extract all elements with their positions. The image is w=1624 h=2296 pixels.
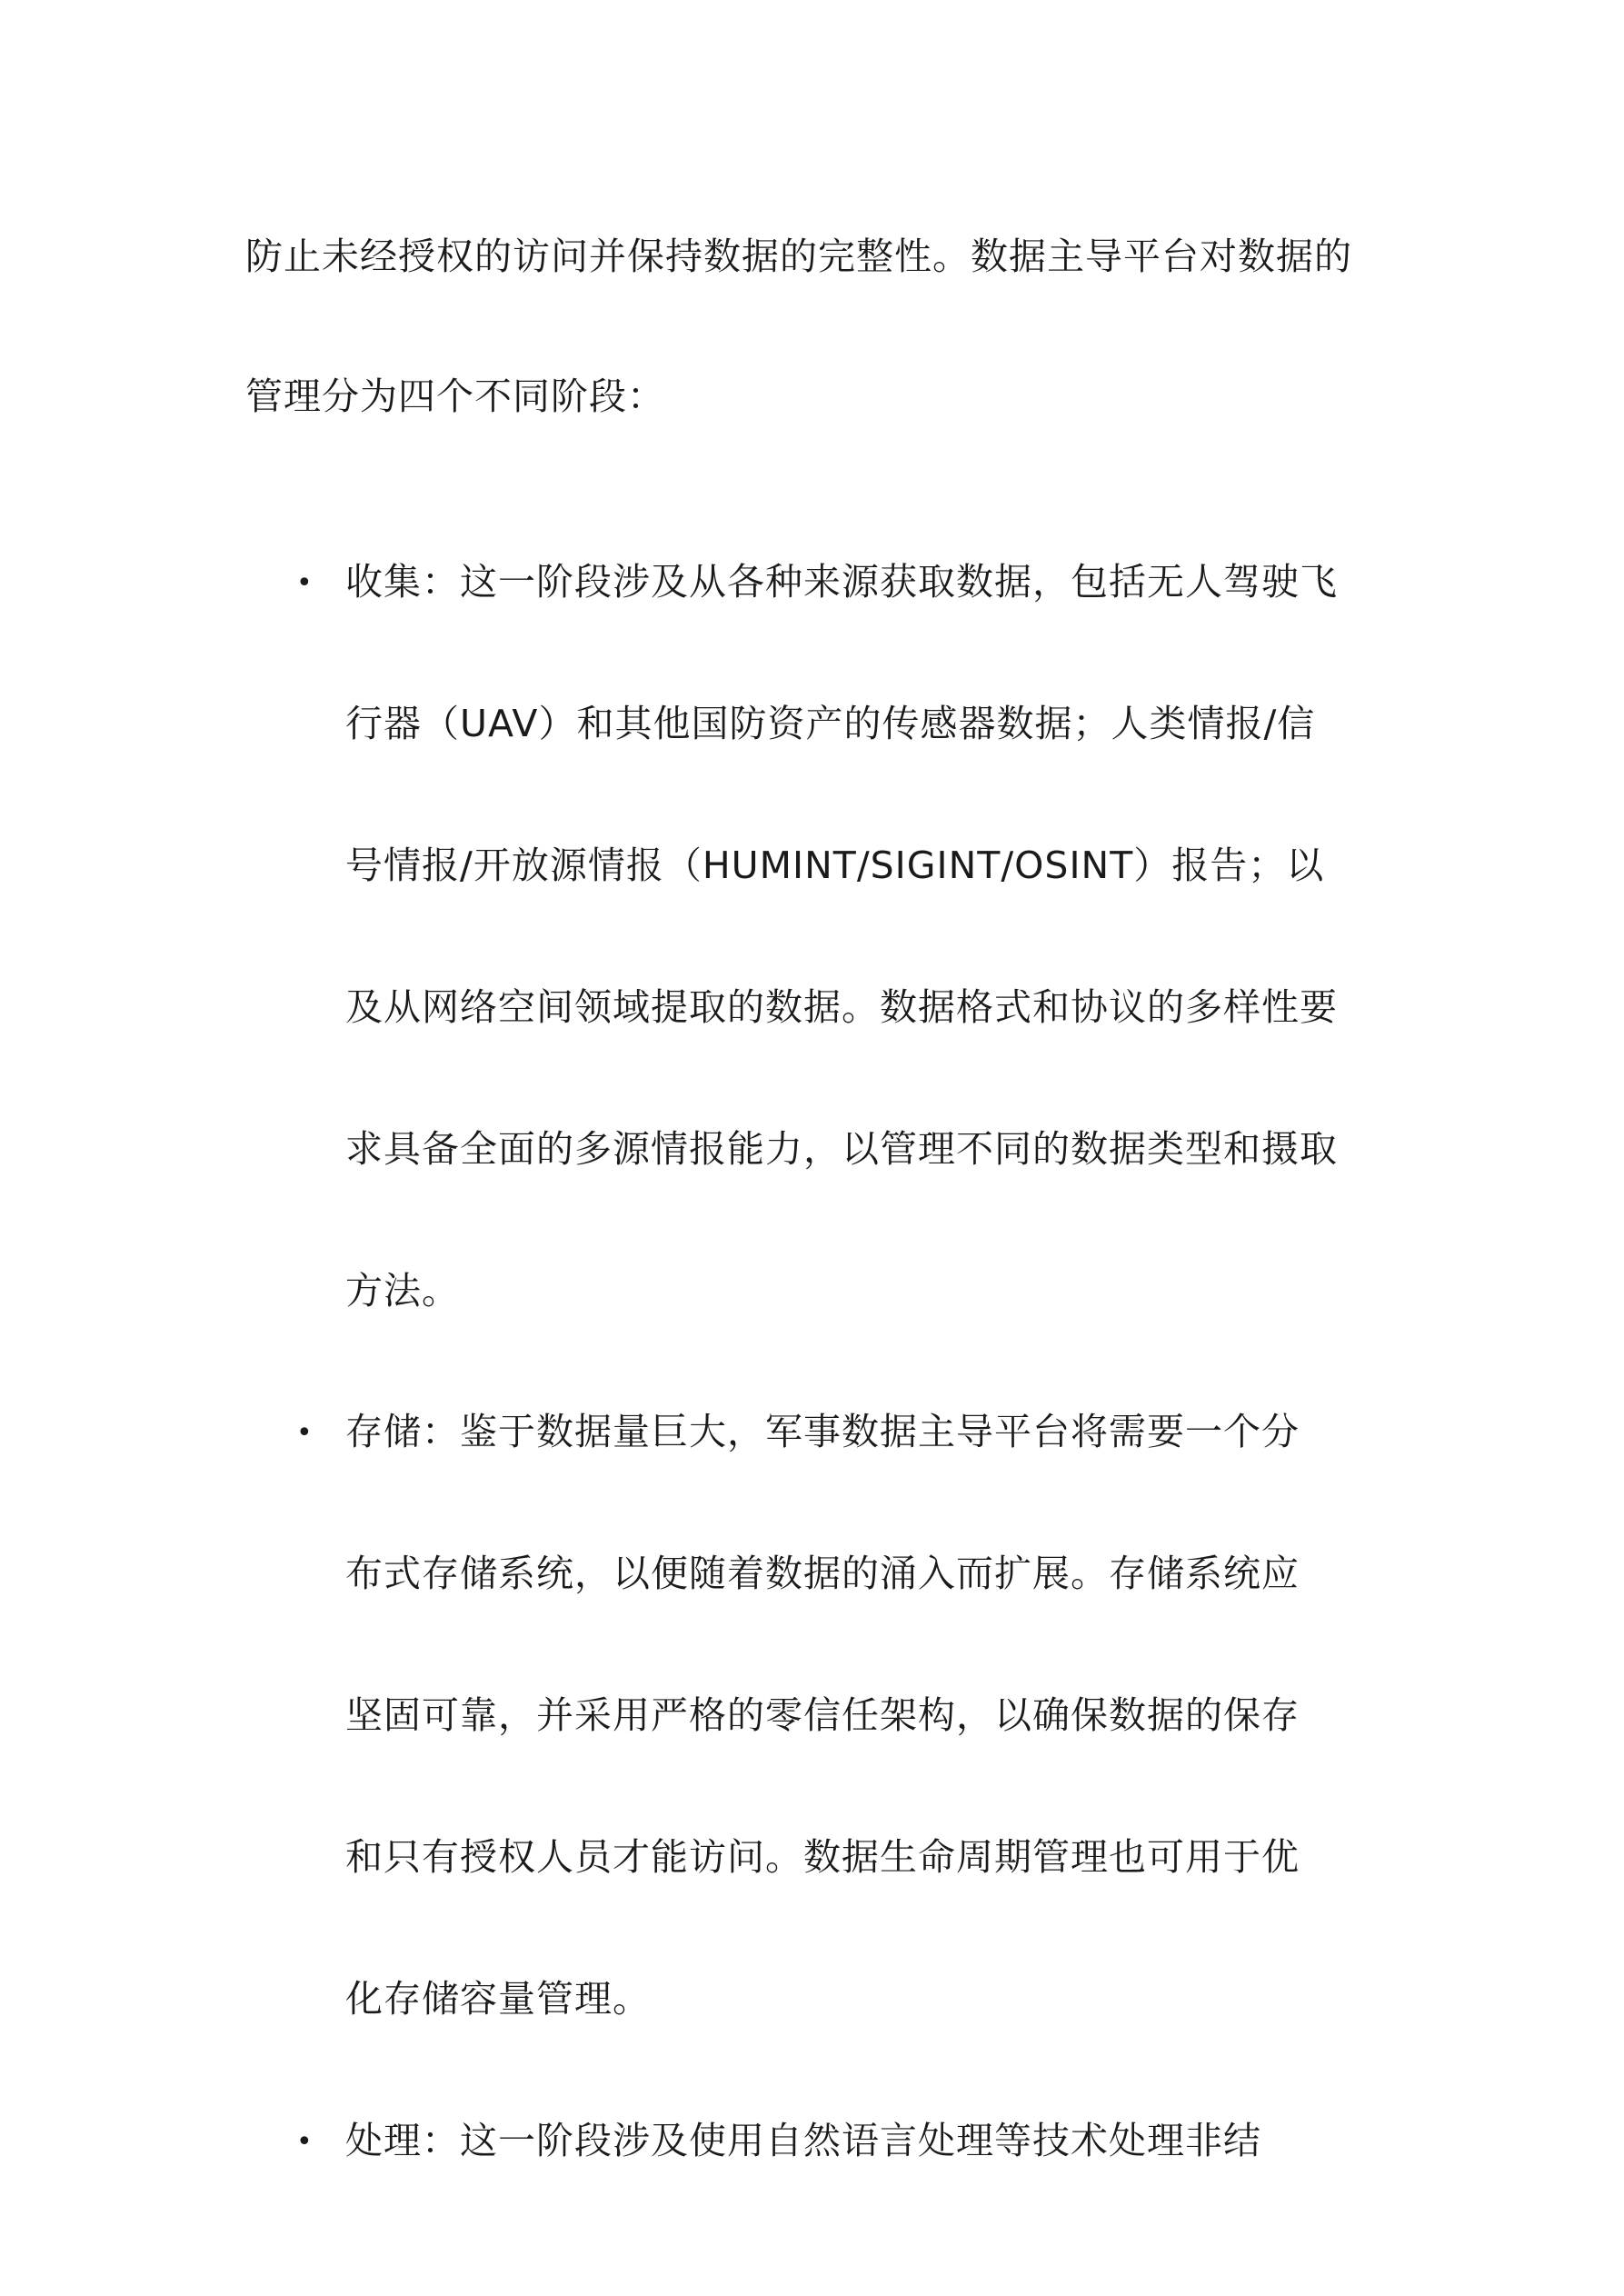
list-item-line: 方法。 bbox=[345, 1269, 460, 1313]
bullet-marker: • bbox=[296, 567, 313, 599]
intro-line: 防止未经授权的访问并保持数据的完整性。数据主导平台对数据的 bbox=[245, 235, 1352, 278]
list-item-line: 布式存储系统，以便随着数据的涌入而扩展。存储系统应 bbox=[345, 1552, 1300, 1595]
list-item-line: 号情报/开放源情报（HUMINT/SIGINT/OSINT）报告；以 bbox=[345, 844, 1325, 887]
list-item-line: 存储：鉴于数据量巨大，军事数据主导平台将需要一个分 bbox=[345, 1410, 1300, 1453]
list-item-line: 处理：这一阶段涉及使用自然语言处理等技术处理非结 bbox=[345, 2119, 1261, 2162]
list-item-line: 及从网络空间领域提取的数据。数据格式和协议的多样性要 bbox=[345, 985, 1338, 1029]
list-item-line: 行器（UAV）和其他国防资产的传感器数据；人类情报/信 bbox=[345, 702, 1316, 745]
bullet-marker: • bbox=[296, 1417, 313, 1449]
list-item-line: 和只有授权人员才能访问。数据生命周期管理也可用于优 bbox=[345, 1835, 1300, 1879]
bullet-marker: • bbox=[296, 2126, 313, 2158]
list-item-line: 求具备全面的多源情报能力，以管理不同的数据类型和摄取 bbox=[345, 1127, 1338, 1171]
intro-line: 管理分为四个不同阶段： bbox=[245, 374, 665, 418]
list-item-line: 化存储容量管理。 bbox=[345, 1977, 651, 2021]
list-item-line: 坚固可靠，并采用严格的零信任架构，以确保数据的保存 bbox=[345, 1693, 1300, 1737]
list-item-line: 收集：这一阶段涉及从各种来源获取数据，包括无人驾驶飞 bbox=[345, 560, 1338, 604]
